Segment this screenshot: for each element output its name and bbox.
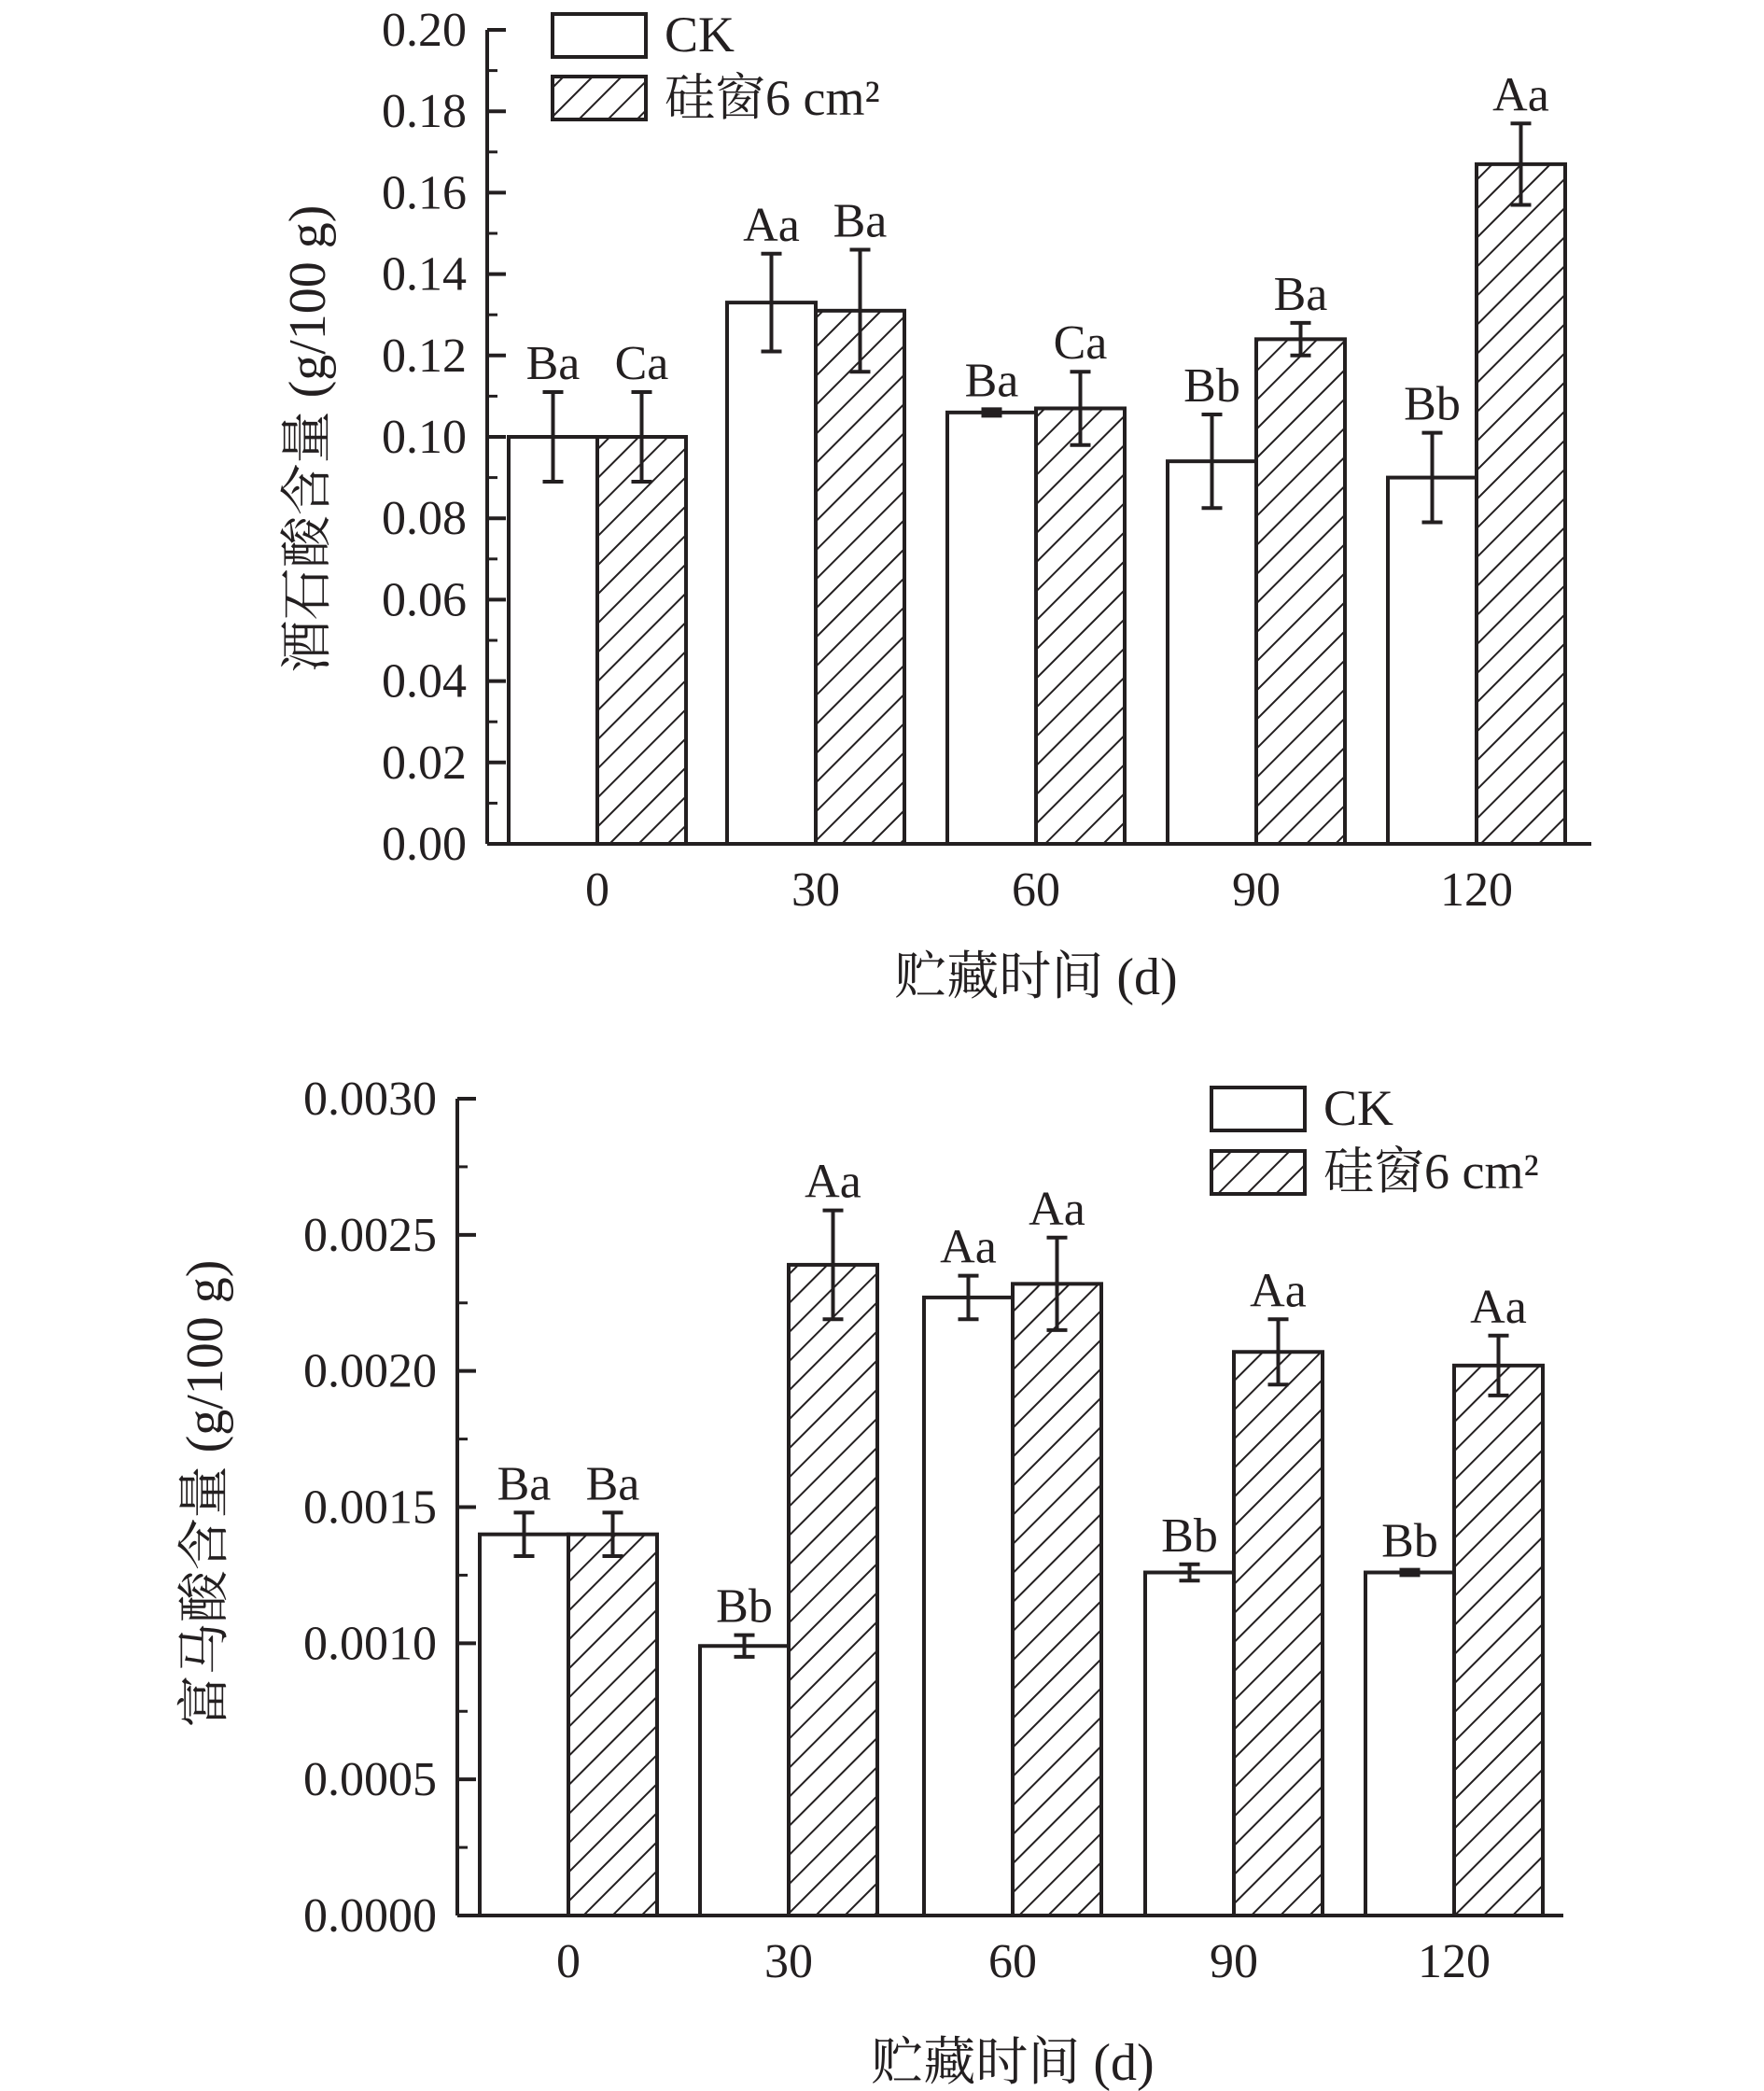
bar (816, 311, 904, 844)
legend-item-silicon-window (1211, 1144, 1539, 1200)
bar (480, 1535, 568, 1916)
y-tick-label: 0.0020 (303, 1344, 437, 1398)
legend (1211, 1080, 1539, 1200)
y-tick-label: 0.18 (382, 85, 467, 139)
y-tick-label: 0.00 (382, 818, 467, 871)
bar (1145, 1573, 1234, 1916)
bar-significance-label: Bb (1404, 377, 1461, 431)
x-tick-label: 90 (1232, 863, 1281, 917)
bar-significance-label: Ba (525, 337, 581, 391)
x-axis-title: 贮藏时间 (d) (894, 948, 1178, 1006)
x-tick-label: 60 (988, 1935, 1037, 1988)
y-tick-label: 0.06 (382, 573, 467, 627)
y-tick-label: 0.0005 (303, 1753, 437, 1807)
x-axis-title: 贮藏时间 (d) (871, 2034, 1155, 2091)
x-tick-label: 0 (556, 1935, 581, 1988)
bar-significance-label: Aa (1029, 1182, 1085, 1236)
bar-significance-label: Ca (1053, 316, 1108, 371)
bar-significance-label: Bb (1183, 359, 1240, 414)
bar-significance-label: Ba (1273, 267, 1328, 321)
x-tick-label: 30 (764, 1935, 813, 1988)
bar (597, 437, 686, 844)
bar (1168, 461, 1256, 844)
bar-significance-label: Ca (614, 337, 669, 391)
legend-label-ck: CK (1323, 1080, 1394, 1136)
bar-significance-label: Ba (964, 354, 1019, 408)
bar-significance-label: Bb (1161, 1509, 1218, 1563)
bar (1036, 408, 1125, 844)
y-tick-label: 0.04 (382, 654, 467, 709)
legend-label-ck: CK (665, 7, 735, 63)
legend-swatch-silicon-window (1211, 1151, 1305, 1194)
legend (553, 7, 880, 126)
y-tick-label: 0.0025 (303, 1208, 437, 1262)
bar (568, 1535, 657, 1916)
bar-significance-label: Aa (1250, 1264, 1307, 1318)
y-axis-title: 富马酸含量 (g/100 g) (176, 1259, 234, 1728)
bar (509, 437, 597, 844)
legend-label-silicon-window: 硅窗6 cm² (1323, 1144, 1539, 1200)
y-tick-label: 0.12 (382, 329, 467, 383)
legend-item-ck (1211, 1080, 1393, 1136)
x-tick-label: 60 (1012, 863, 1060, 917)
legend-label-silicon-window: 硅窗6 cm² (665, 70, 880, 126)
bar-significance-label: Ba (585, 1457, 640, 1511)
bar (1477, 164, 1565, 844)
x-tick-label: 0 (585, 863, 609, 917)
x-tick-label: 30 (791, 863, 840, 917)
y-tick-label: 0.0015 (303, 1481, 437, 1535)
y-tick-label: 0.14 (382, 247, 467, 302)
y-tick-label: 0.20 (382, 4, 467, 57)
bar (727, 302, 816, 844)
bar-significance-label: Bb (1381, 1514, 1438, 1568)
tartaric-acid-chart (279, 4, 1591, 1006)
y-axis-title: 酒石酸含量 (g/100 g) (279, 204, 337, 673)
bar (924, 1298, 1013, 1916)
bar-significance-label: Ba (497, 1457, 552, 1511)
bar-significance-label: Bb (716, 1579, 773, 1634)
legend-swatch-ck (1211, 1088, 1305, 1130)
bar (1365, 1573, 1454, 1916)
bar (789, 1265, 877, 1916)
y-tick-label: 0.0000 (303, 1889, 437, 1943)
fumaric-acid-chart (176, 1073, 1563, 2091)
x-tick-label: 90 (1210, 1935, 1258, 1988)
bar-significance-label: Aa (805, 1155, 861, 1209)
x-tick-label: 120 (1418, 1935, 1491, 1988)
legend-swatch-ck (553, 14, 646, 57)
bar (1234, 1352, 1323, 1916)
x-tick-label: 120 (1440, 863, 1513, 917)
y-tick-label: 0.0010 (303, 1617, 437, 1671)
y-tick-label: 0.10 (382, 411, 467, 464)
legend-item-silicon-window (553, 70, 880, 126)
legend-swatch-silicon-window (553, 77, 646, 119)
legend-item-ck (553, 7, 735, 63)
bar-significance-label: Aa (940, 1220, 997, 1274)
bar (1256, 339, 1345, 844)
bar-significance-label: Ba (833, 194, 888, 248)
bar-significance-label: Aa (1492, 68, 1549, 122)
y-tick-label: 0.08 (382, 492, 467, 546)
bar-significance-label: Aa (743, 198, 800, 252)
bar (1388, 478, 1477, 844)
bar-significance-label: Aa (1470, 1280, 1527, 1334)
bar (1454, 1366, 1543, 1916)
y-tick-label: 0.02 (382, 736, 467, 790)
y-tick-label: 0.16 (382, 166, 467, 220)
bar (1013, 1284, 1101, 1916)
bar (947, 413, 1036, 844)
y-tick-label: 0.0030 (303, 1073, 437, 1126)
bar (700, 1646, 789, 1916)
